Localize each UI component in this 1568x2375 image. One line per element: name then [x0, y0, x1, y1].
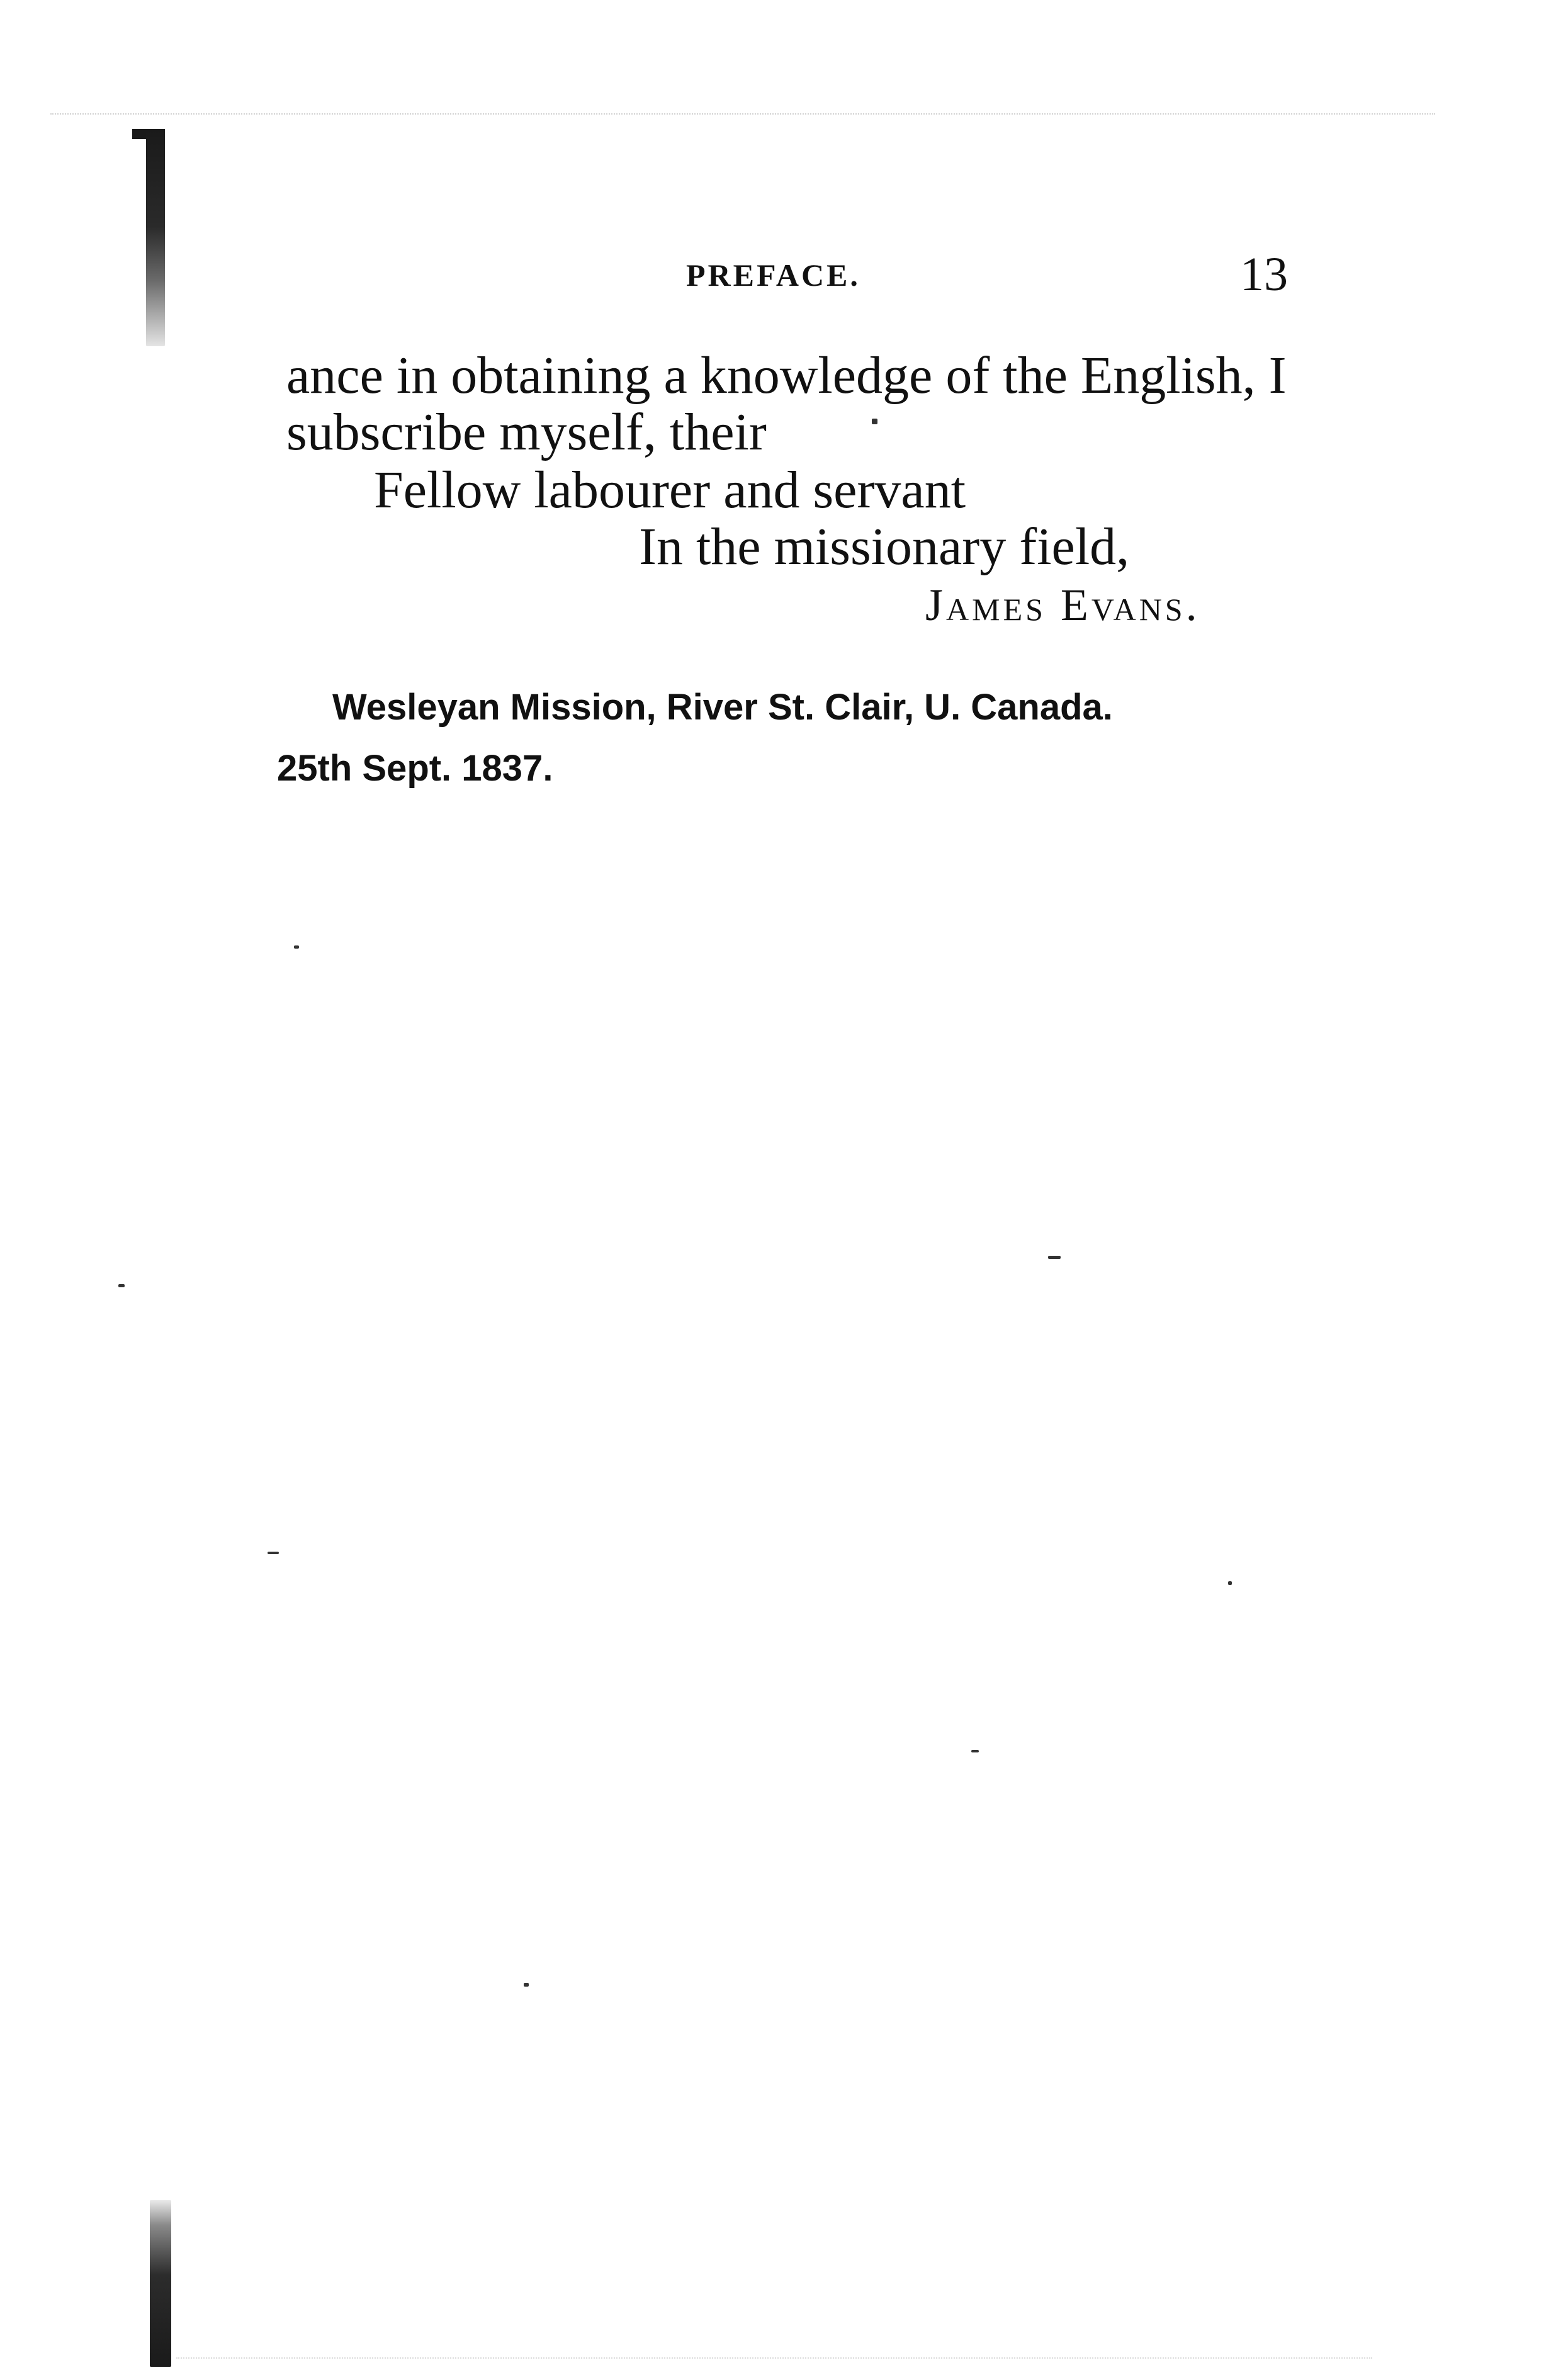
ink-speck: [294, 945, 299, 949]
dateline-place: Wesleyan Mission, River St. Clair, U. Canada.: [332, 687, 1113, 728]
ink-speck: [268, 1552, 279, 1554]
body-text-line: In the missionary field,: [639, 517, 1130, 576]
scan-edge-top: [50, 113, 1435, 115]
dateline-date: 25th Sept. 1837.: [277, 748, 553, 789]
binding-edge-shadow-bottom: [150, 2200, 171, 2367]
body-text-line: Fellow labourer and servant: [374, 461, 966, 519]
page-number: 13: [1240, 248, 1288, 301]
binding-edge-shadow-top: [146, 129, 165, 346]
scan-edge-bottom: [176, 2357, 1372, 2359]
author-signature: James Evans.: [925, 580, 1200, 630]
ink-speck: [1228, 1581, 1232, 1585]
ink-speck: [1048, 1256, 1061, 1259]
running-title: PREFACE.: [686, 257, 860, 293]
ink-speck: [872, 419, 877, 424]
body-text-line: ance in obtaining a knowledge of the English, I: [286, 346, 1287, 405]
ink-speck: [971, 1750, 979, 1752]
body-text-line: subscribe myself, their: [286, 403, 767, 461]
ink-speck: [118, 1284, 125, 1287]
ink-speck: [524, 1983, 529, 1987]
